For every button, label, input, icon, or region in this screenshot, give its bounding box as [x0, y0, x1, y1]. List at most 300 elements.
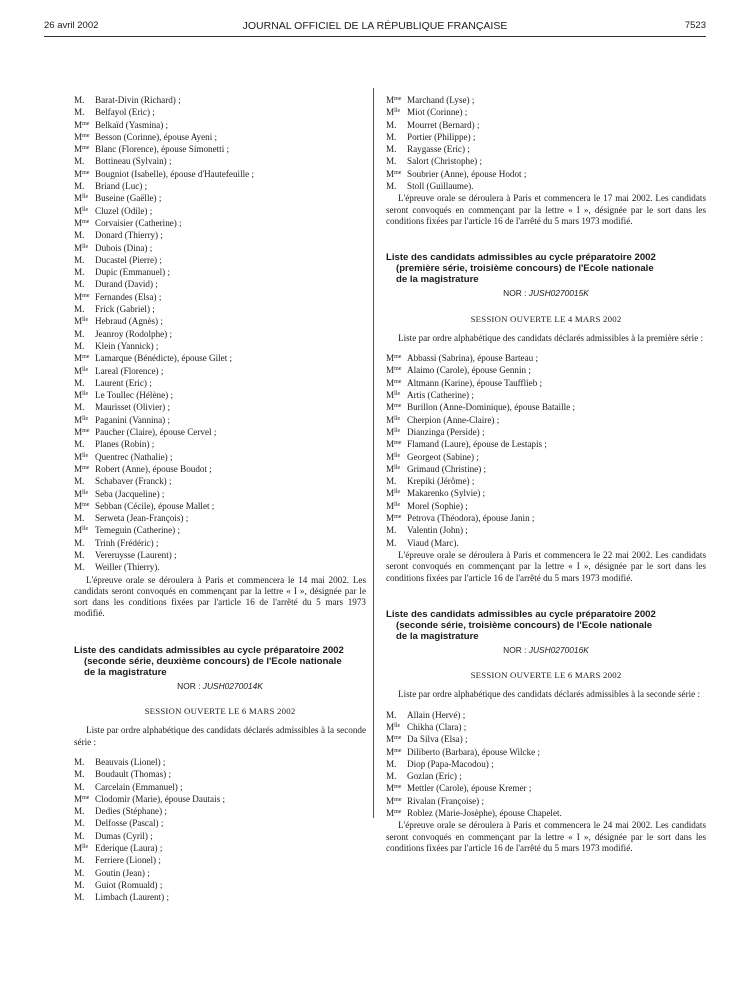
title-abbrev: M: [386, 795, 395, 806]
civil-title: [74, 217, 95, 229]
list-item: [386, 155, 706, 167]
title-abbrev: M.: [74, 879, 85, 890]
title-abbrev: M: [74, 451, 83, 462]
title-superscript: lle: [394, 391, 401, 398]
title-abbrev: M.: [386, 131, 397, 142]
title-superscript: lle: [394, 489, 401, 496]
title-superscript: me: [394, 378, 402, 385]
candidate-name: Goutin (Jean) ;: [95, 867, 150, 878]
list-item: [74, 401, 366, 413]
list-item: [74, 328, 366, 340]
candidate-name: Abbassi (Sabrina), épouse Barteau ;: [407, 353, 539, 364]
civil-title: [74, 155, 95, 167]
title-abbrev: M.: [74, 328, 85, 339]
candidate-name: Buseine (Gaëlle) ;: [95, 193, 162, 204]
candidate-name: Da Silva (Elsa) ;: [407, 734, 468, 745]
list-item: [386, 487, 706, 499]
title-abbrev: M: [74, 119, 83, 130]
candidate-name: Mettler (Carole), épouse Kremer ;: [407, 783, 532, 794]
civil-title: [386, 414, 407, 426]
title-abbrev: M: [386, 783, 395, 794]
civil-title: [386, 438, 407, 450]
candidate-name: Burillon (Anne-Dominique), épouse Bataille ;: [407, 402, 576, 413]
candidate-name: Dupic (Emmanuel) ;: [95, 267, 171, 278]
list-item: [386, 438, 706, 450]
title-abbrev: M.: [74, 377, 85, 388]
candidate-name: Boudault (Thomas) ;: [95, 769, 172, 780]
title-superscript: me: [394, 403, 402, 410]
civil-title: [386, 782, 407, 794]
civil-title: [386, 475, 407, 487]
title-superscript: lle: [394, 108, 401, 115]
title-abbrev: M: [74, 193, 83, 204]
civil-title: [386, 352, 407, 364]
civil-title: [74, 488, 95, 500]
list-item: [386, 106, 706, 118]
nor-code: JUSH0270016K: [528, 644, 589, 655]
list-item: [74, 143, 366, 155]
civil-title: [74, 805, 95, 817]
title-superscript: lle: [394, 501, 401, 508]
civil-title: [386, 168, 407, 180]
section-title-line: (première série, troisième concours) de l'Ecole nationale: [396, 263, 654, 275]
list-item: [74, 781, 366, 793]
civil-title: [386, 119, 407, 131]
title-abbrev: M.: [74, 867, 85, 878]
candidate-name: Blanc (Florence), épouse Simonetti ;: [95, 144, 230, 155]
candidate-name: Vereruysse (Laurent) ;: [95, 549, 177, 560]
candidate-name: Georgeot (Sabine) ;: [407, 451, 479, 462]
oral-exam-paragraph: L'épreuve orale se déroulera à Paris et commencera le 22 mai 2002. Les candidats seront convoqués en commençant par la lettre « I », désignée par le sort dans les conditions fixées par l'article 16 de l'arrêté du 5 mars 1973 modifié.: [386, 549, 706, 583]
title-abbrev: M: [386, 451, 395, 462]
session-heading: SESSION OUVERTE LE 6 MARS 2002: [470, 670, 622, 681]
civil-title: [74, 537, 95, 549]
candidate-name: Weiller (Thierry).: [95, 562, 160, 573]
candidate-name: Lareal (Florence) ;: [95, 365, 164, 376]
candidate-list: [74, 94, 366, 574]
civil-title: [386, 364, 407, 376]
title-abbrev: M.: [74, 95, 85, 105]
session-heading: SESSION OUVERTE LE 4 MARS 2002: [470, 313, 622, 324]
title-superscript: me: [82, 794, 90, 801]
candidate-name: Donard (Thierry) ;: [95, 230, 163, 241]
title-superscript: me: [82, 169, 90, 176]
title-abbrev: M: [74, 291, 83, 302]
civil-title: [74, 414, 95, 426]
civil-title: [74, 365, 95, 377]
civil-title: [74, 352, 95, 364]
candidate-name: Alaimo (Carole), épouse Gennin ;: [407, 365, 531, 376]
candidate-name: Valentin (John) ;: [407, 525, 468, 536]
title-abbrev: M: [386, 721, 395, 732]
title-superscript: me: [82, 428, 90, 435]
civil-title: [74, 879, 95, 891]
civil-title: [386, 512, 407, 524]
candidate-name: Belfayol (Eric) ;: [95, 107, 155, 118]
candidate-name: Durand (David) ;: [95, 279, 158, 290]
civil-title: [386, 746, 407, 758]
title-abbrev: M.: [386, 771, 397, 782]
section-title-line: de la magistrature: [84, 666, 167, 678]
list-item: [74, 463, 366, 475]
civil-title: [386, 524, 407, 536]
title-superscript: lle: [82, 415, 89, 422]
civil-title: [386, 721, 407, 733]
candidate-name: Dubois (Dina) ;: [95, 242, 153, 253]
list-item: [386, 451, 706, 463]
list-item: [74, 867, 366, 879]
list-item: [74, 131, 366, 143]
candidate-list: [386, 94, 706, 192]
right-column: [386, 94, 706, 854]
civil-title: [386, 106, 407, 118]
candidate-name: Gozlan (Eric) ;: [407, 771, 462, 782]
title-abbrev: M.: [74, 855, 85, 866]
civil-title: [74, 303, 95, 315]
title-abbrev: M.: [386, 476, 397, 487]
list-item: [386, 795, 706, 807]
list-item: [74, 830, 366, 842]
civil-title: [386, 463, 407, 475]
candidate-name: Carcelain (Emmanuel) ;: [95, 781, 183, 792]
candidate-name: Ferriere (Lionel) ;: [95, 855, 161, 866]
list-item: [386, 500, 706, 512]
title-abbrev: M: [74, 365, 83, 376]
candidate-list: [74, 756, 366, 904]
list-item: [74, 155, 366, 167]
title-abbrev: M: [74, 168, 83, 179]
list-item: [386, 807, 706, 819]
candidate-name: Portier (Philippe) ;: [407, 131, 476, 142]
title-abbrev: M.: [74, 254, 85, 265]
candidate-name: Serweta (Jean-François) ;: [95, 513, 189, 524]
civil-title: [386, 770, 407, 782]
title-abbrev: M.: [74, 402, 85, 413]
title-abbrev: M.: [74, 537, 85, 548]
list-item: [74, 291, 366, 303]
list-item: [74, 365, 366, 377]
title-abbrev: M.: [74, 107, 85, 118]
title-abbrev: M.: [74, 156, 85, 167]
candidate-name: Laurent (Eric) ;: [95, 377, 152, 388]
column-divider: [373, 88, 374, 818]
civil-title: [74, 180, 95, 192]
title-abbrev: M.: [74, 756, 85, 767]
list-item: [74, 561, 366, 573]
list-intro: Liste par ordre alphabétique des candidats déclarés admissibles à la première série :: [398, 332, 704, 343]
title-abbrev: M.: [386, 144, 397, 155]
candidate-name: Lamarque (Bénédicte), épouse Gilet ;: [95, 353, 233, 364]
title-superscript: me: [82, 120, 90, 127]
list-item: [74, 168, 366, 180]
civil-title: [386, 143, 407, 155]
title-abbrev: M: [74, 353, 83, 364]
title-superscript: lle: [82, 489, 89, 496]
list-item: [74, 549, 366, 561]
civil-title: [386, 401, 407, 413]
title-abbrev: M: [386, 426, 395, 437]
list-item: [74, 266, 366, 278]
civil-title: [386, 795, 407, 807]
title-abbrev: M.: [74, 181, 85, 192]
oral-exam-paragraph: L'épreuve orale se déroulera à Paris et commencera le 14 mai 2002. Les candidats seront convoqués en commençant par la lettre « I », désignée par le sort dans les conditions fixées par l'article 16 de l'arrêté du 5 mars 1973 modifié.: [74, 574, 366, 619]
list-item: [74, 842, 366, 854]
candidate-name: Raygasse (Eric) ;: [407, 144, 470, 155]
title-superscript: lle: [82, 317, 89, 324]
title-abbrev: M: [386, 353, 395, 364]
title-abbrev: M: [74, 793, 83, 804]
title-abbrev: M.: [74, 830, 85, 841]
civil-title: [74, 512, 95, 524]
title-abbrev: M.: [386, 537, 397, 548]
candidate-name: Briand (Luc) ;: [95, 181, 148, 192]
nor-label: NOR :: [503, 288, 527, 299]
candidate-name: Makarenko (Sylvie) ;: [407, 488, 486, 499]
title-abbrev: M: [74, 390, 83, 401]
list-item: [74, 278, 366, 290]
title-abbrev: M.: [74, 818, 85, 829]
candidate-name: Stoll (Guillaume).: [407, 181, 474, 192]
title-superscript: lle: [394, 415, 401, 422]
candidate-name: Ducastel (Pierre) ;: [95, 254, 162, 265]
title-abbrev: M.: [74, 513, 85, 524]
list-item: [74, 451, 366, 463]
candidate-name: Krepiki (Jérôme) ;: [407, 476, 475, 487]
section-title: [386, 609, 706, 642]
list-item: [74, 315, 366, 327]
title-superscript: me: [394, 96, 402, 102]
candidate-name: Bottineau (Sylvain) ;: [95, 156, 172, 167]
candidate-name: Bougniot (Isabelle), épouse d'Hautefeuille ;: [95, 168, 255, 179]
title-superscript: lle: [82, 391, 89, 398]
list-item: [386, 770, 706, 782]
candidate-name: Salort (Christophe) ;: [407, 156, 483, 167]
candidate-name: Miot (Corinne) ;: [407, 107, 468, 118]
title-superscript: me: [82, 145, 90, 152]
list-item: [74, 854, 366, 866]
oral-exam-paragraph: L'épreuve orale se déroulera à Paris et commencera le 24 mai 2002. Les candidats seront convoqués en commençant par la lettre « I », désignée par le sort dans les conditions fixées par l'article 16 de l'arrêté du 5 mars 1973 modifié.: [386, 820, 706, 853]
civil-title: [74, 451, 95, 463]
civil-title: [74, 266, 95, 278]
list-item: [74, 817, 366, 829]
candidate-name: Allain (Hervé) ;: [407, 709, 466, 720]
civil-title: [74, 475, 95, 487]
civil-title: [74, 817, 95, 829]
title-abbrev: M: [74, 414, 83, 425]
candidate-list: [386, 709, 706, 820]
title-superscript: me: [394, 796, 402, 803]
candidate-name: Roblez (Marie-Josèphe), épouse Chapelet.: [407, 808, 562, 819]
candidate-name: Marchand (Lyse) ;: [407, 95, 475, 105]
list-item: [74, 426, 366, 438]
list-item: [386, 119, 706, 131]
list-item: [74, 94, 366, 106]
list-item: [386, 426, 706, 438]
title-superscript: me: [394, 514, 402, 521]
list-item: [386, 143, 706, 155]
title-abbrev: M: [386, 488, 395, 499]
candidate-name: Artis (Catherine) ;: [407, 390, 474, 401]
candidate-name: Dumas (Cyril) ;: [95, 830, 153, 841]
list-item: [74, 756, 366, 768]
list-item: [74, 205, 366, 217]
civil-title: [74, 500, 95, 512]
list-item: [386, 352, 706, 364]
list-item: [386, 463, 706, 475]
nor-label: NOR :: [177, 680, 201, 691]
civil-title: [74, 94, 95, 106]
list-item: [386, 414, 706, 426]
title-abbrev: M: [386, 439, 395, 450]
section-title-line: de la magistrature: [396, 274, 479, 286]
list-item: [74, 217, 366, 229]
civil-title: [74, 793, 95, 805]
civil-title: [74, 229, 95, 241]
list-item: [74, 438, 366, 450]
candidate-name: Sebban (Cécile), épouse Mallet ;: [95, 500, 215, 511]
candidate-name: Seba (Jacqueline) ;: [95, 488, 165, 499]
list-item: [74, 512, 366, 524]
title-superscript: lle: [394, 452, 401, 459]
title-abbrev: M: [386, 500, 395, 511]
title-abbrev: M.: [386, 119, 397, 130]
list-item: [74, 891, 366, 903]
title-abbrev: M.: [386, 525, 397, 536]
civil-title: [386, 426, 407, 438]
civil-title: [74, 524, 95, 536]
section-title-line: de la magistrature: [396, 630, 479, 642]
civil-title: [74, 867, 95, 879]
list-item: [386, 475, 706, 487]
civil-title: [74, 768, 95, 780]
list-item: [74, 192, 366, 204]
civil-title: [74, 291, 95, 303]
title-abbrev: M: [386, 95, 395, 105]
section-title-line: (seconde série, deuxième concours) de l'Ecole nationale: [84, 655, 342, 667]
list-item: [74, 500, 366, 512]
title-abbrev: M: [74, 463, 83, 474]
candidate-name: Cluzel (Odile) ;: [95, 205, 153, 216]
title-superscript: me: [82, 292, 90, 299]
list-item: [386, 733, 706, 745]
list-item: [74, 488, 366, 500]
nor-code: JUSH0270015K: [528, 288, 589, 299]
civil-title: [74, 891, 95, 903]
title-abbrev: M.: [386, 758, 397, 769]
civil-title: [74, 377, 95, 389]
candidate-name: Klein (Yannick) ;: [95, 340, 159, 351]
title-abbrev: M: [74, 144, 83, 155]
title-superscript: lle: [394, 464, 401, 471]
civil-title: [74, 242, 95, 254]
list-intro: Liste par ordre alphabétique des candidats déclarés admissibles à la seconde série :: [398, 689, 701, 700]
list-item: [386, 721, 706, 733]
candidate-name: Clodomir (Marie), épouse Dautais ;: [95, 793, 226, 804]
title-abbrev: M.: [386, 181, 397, 192]
candidate-list: [386, 352, 706, 549]
candidate-name: Ederique (Laura) ;: [95, 843, 163, 854]
civil-title: [74, 463, 95, 475]
list-item: [386, 168, 706, 180]
title-abbrev: M: [386, 168, 395, 179]
candidate-name: Planes (Robin) ;: [95, 439, 155, 450]
candidate-name: Flamand (Laure), épouse de Lestapis ;: [407, 439, 547, 450]
civil-title: [386, 709, 407, 721]
civil-title: [386, 733, 407, 745]
candidate-name: Frick (Gabriel) ;: [95, 304, 155, 315]
title-abbrev: M: [386, 513, 395, 524]
civil-title: [74, 340, 95, 352]
civil-title: [74, 315, 95, 327]
title-superscript: me: [394, 169, 402, 176]
civil-title: [386, 155, 407, 167]
oral-exam-paragraph: L'épreuve orale se déroulera à Paris et commencera le 17 mai 2002. Les candidats seront convoqués en commençant par la lettre « I », désignée par le sort dans les conditions fixées par l'article 16 de l'arrêté du 5 mars 1973 modifié.: [386, 193, 706, 226]
title-abbrev: M: [74, 131, 83, 142]
candidate-name: Mourret (Bernard) ;: [407, 119, 480, 130]
title-abbrev: M.: [74, 769, 85, 780]
title-superscript: lle: [82, 452, 89, 459]
section-title-line: Liste des candidats admissibles au cycle préparatoire 2002: [386, 608, 656, 620]
candidate-name: Barat-Divin (Richard) ;: [95, 95, 181, 105]
title-superscript: me: [82, 501, 90, 508]
candidate-name: Jeanroy (Rodolphe) ;: [95, 328, 173, 339]
list-item: [74, 793, 366, 805]
title-superscript: lle: [82, 194, 89, 201]
candidate-name: Soubrier (Anne), épouse Hodot ;: [407, 168, 527, 179]
page-header: [44, 20, 706, 34]
list-item: [386, 709, 706, 721]
candidate-name: Corvaisier (Catherine) ;: [95, 217, 182, 228]
title-abbrev: M.: [74, 304, 85, 315]
candidate-name: Dedies (Stéphane) ;: [95, 806, 167, 817]
civil-title: [386, 180, 407, 192]
list-item: [74, 340, 366, 352]
candidate-name: Quentrec (Nathalie) ;: [95, 451, 173, 462]
candidate-name: Le Toullec (Hélène) ;: [95, 390, 173, 401]
list-intro: Liste par ordre alphabétique des candidats déclarés admissibles à la seconde série :: [74, 725, 366, 747]
list-item: [386, 131, 706, 143]
candidate-name: Besson (Corinne), épouse Ayeni ;: [95, 131, 218, 142]
title-superscript: me: [394, 735, 402, 742]
list-item: [74, 389, 366, 401]
civil-title: [386, 131, 407, 143]
candidate-name: Fernandes (Elsa) ;: [95, 291, 162, 302]
title-abbrev: M: [74, 205, 83, 216]
title-superscript: lle: [82, 206, 89, 213]
title-superscript: lle: [82, 366, 89, 373]
title-abbrev: M.: [74, 279, 85, 290]
title-abbrev: M: [386, 107, 395, 118]
civil-title: [74, 561, 95, 573]
candidate-name: Dianzinga (Perside) ;: [407, 426, 485, 437]
candidate-name: Petrova (Théodora), épouse Janin ;: [407, 513, 535, 524]
title-abbrev: M.: [74, 230, 85, 241]
title-superscript: lle: [82, 526, 89, 533]
title-superscript: me: [394, 354, 402, 361]
candidate-name: Viaud (Marc).: [407, 537, 459, 548]
list-item: [74, 229, 366, 241]
title-abbrev: M: [386, 746, 395, 757]
title-abbrev: M.: [74, 781, 85, 792]
civil-title: [74, 106, 95, 118]
page-number: 7523: [684, 20, 706, 31]
list-item: [74, 254, 366, 266]
list-item: [386, 782, 706, 794]
title-superscript: me: [394, 784, 402, 791]
nor-code: JUSH0270014K: [202, 680, 263, 691]
list-item: [386, 746, 706, 758]
section-title: [386, 252, 706, 285]
